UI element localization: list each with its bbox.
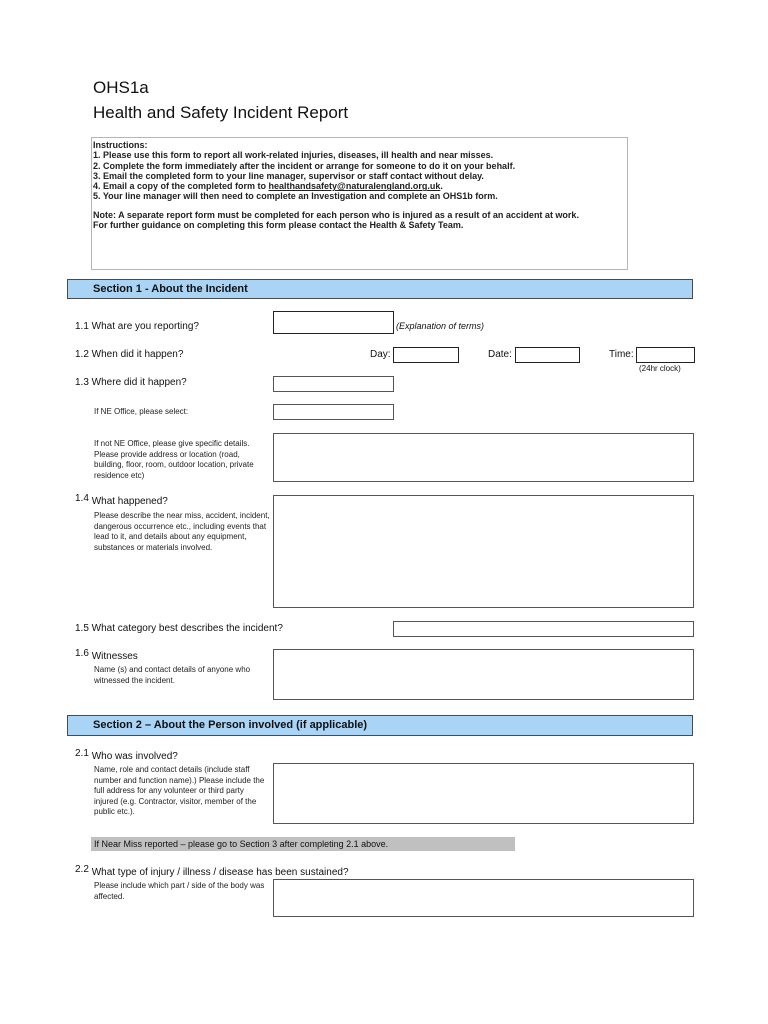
- instruction-item: [92, 181, 627, 191]
- question-1-5: 1.5 What category best describes the incident?: [75, 623, 283, 634]
- instructions-box: [91, 137, 628, 270]
- time-label: Time:: [609, 349, 634, 360]
- question-2-1: [75, 748, 178, 762]
- incident-category-select[interactable]: [393, 621, 694, 637]
- instructions-heading: Instructions:: [93, 140, 148, 150]
- who-involved-field[interactable]: [273, 763, 694, 824]
- what-happened-help: Please describe the near miss, accident, incident, dangerous occurrence etc., including events that lead to it, and details about any equipment, substances or materials involved.: [94, 511, 270, 552]
- instruction-item: 3. Email the completed form to your line manager, supervisor or staff contact without delay.: [93, 170, 484, 181]
- instruction-item: 2. Complete the form immediately after the incident or arrange for someone to do it on your behalf.: [93, 160, 516, 171]
- question-1-1: 1.1 What are you reporting?: [75, 321, 199, 332]
- question-1-6: [75, 648, 138, 662]
- day-field[interactable]: [393, 347, 459, 363]
- question-number: 2.1: [75, 748, 89, 759]
- email-link[interactable]: healthandsafety@naturalengland.org.uk: [268, 181, 441, 192]
- time-field[interactable]: [636, 347, 695, 363]
- question-number: 1.6: [75, 648, 89, 659]
- location-details-field[interactable]: [273, 433, 694, 482]
- ne-office-label: If NE Office, please select:: [94, 407, 189, 416]
- instruction-item-text: 4. Email a copy of the completed form to: [93, 181, 269, 192]
- section-1-header: Section 1 - About the Incident: [67, 279, 693, 299]
- section-2-header: Section 2 – About the Person involved (if applicable): [67, 715, 693, 736]
- what-happened-field[interactable]: [273, 495, 694, 608]
- not-ne-office-label: If not NE Office, please give specific details. Please provide address or location (road, building, floor, room, outdoor location, private residence etc): [94, 439, 254, 480]
- instructions-note: For further guidance on completing this form please contact the Health & Safety Team.: [93, 220, 464, 231]
- instruction-item: 1. Please use this form to report all work-related injuries, diseases, ill health and near misses.: [93, 150, 494, 161]
- day-label: Day:: [370, 349, 391, 360]
- question-1-4: [75, 493, 168, 507]
- injury-type-help: Please include which part / side of the body was affected.: [94, 881, 265, 901]
- question-text: What type of injury / illness / disease has been sustained?: [91, 867, 349, 878]
- question-2-2: [75, 864, 349, 878]
- question-text: Witnesses: [91, 651, 138, 662]
- location-field[interactable]: [273, 376, 394, 392]
- question-number: 1.4: [75, 493, 89, 504]
- clock-note: (24hr clock): [639, 364, 681, 373]
- reporting-type-select[interactable]: [273, 311, 394, 334]
- explanation-of-terms-link[interactable]: (Explanation of terms): [396, 321, 485, 331]
- instruction-item-suffix: .: [440, 181, 443, 192]
- ne-office-select[interactable]: [273, 404, 394, 420]
- question-number: 2.2: [75, 864, 89, 875]
- injury-type-field[interactable]: [273, 879, 694, 917]
- question-text: Who was involved?: [91, 751, 178, 762]
- who-involved-help: Name, role and contact details (include staff number and function name).) Please include the full address for any volunteer or third party injured (e.g. Contractor, visitor, member of the public etc.).: [94, 765, 265, 816]
- witnesses-help: Name (s) and contact details of anyone who witnessed the incident.: [94, 665, 251, 685]
- form-code: OHS1a: [93, 78, 149, 97]
- date-label: Date:: [488, 349, 512, 360]
- instructions-note: Note: A separate report form must be completed for each person who is injured as a result of an accident at work.: [93, 209, 579, 220]
- near-miss-note: If Near Miss reported – please go to Section 3 after completing 2.1 above.: [91, 837, 515, 851]
- instruction-item: 5. Your line manager will then need to complete an Investigation and complete an OHS1b form.: [93, 191, 498, 202]
- question-1-2: 1.2 When did it happen?: [75, 349, 184, 360]
- date-field[interactable]: [515, 347, 580, 363]
- question-1-3: 1.3 Where did it happen?: [75, 377, 187, 388]
- question-text: What happened?: [91, 496, 168, 507]
- witnesses-field[interactable]: [273, 649, 694, 700]
- form-title: Health and Safety Incident Report: [93, 103, 349, 122]
